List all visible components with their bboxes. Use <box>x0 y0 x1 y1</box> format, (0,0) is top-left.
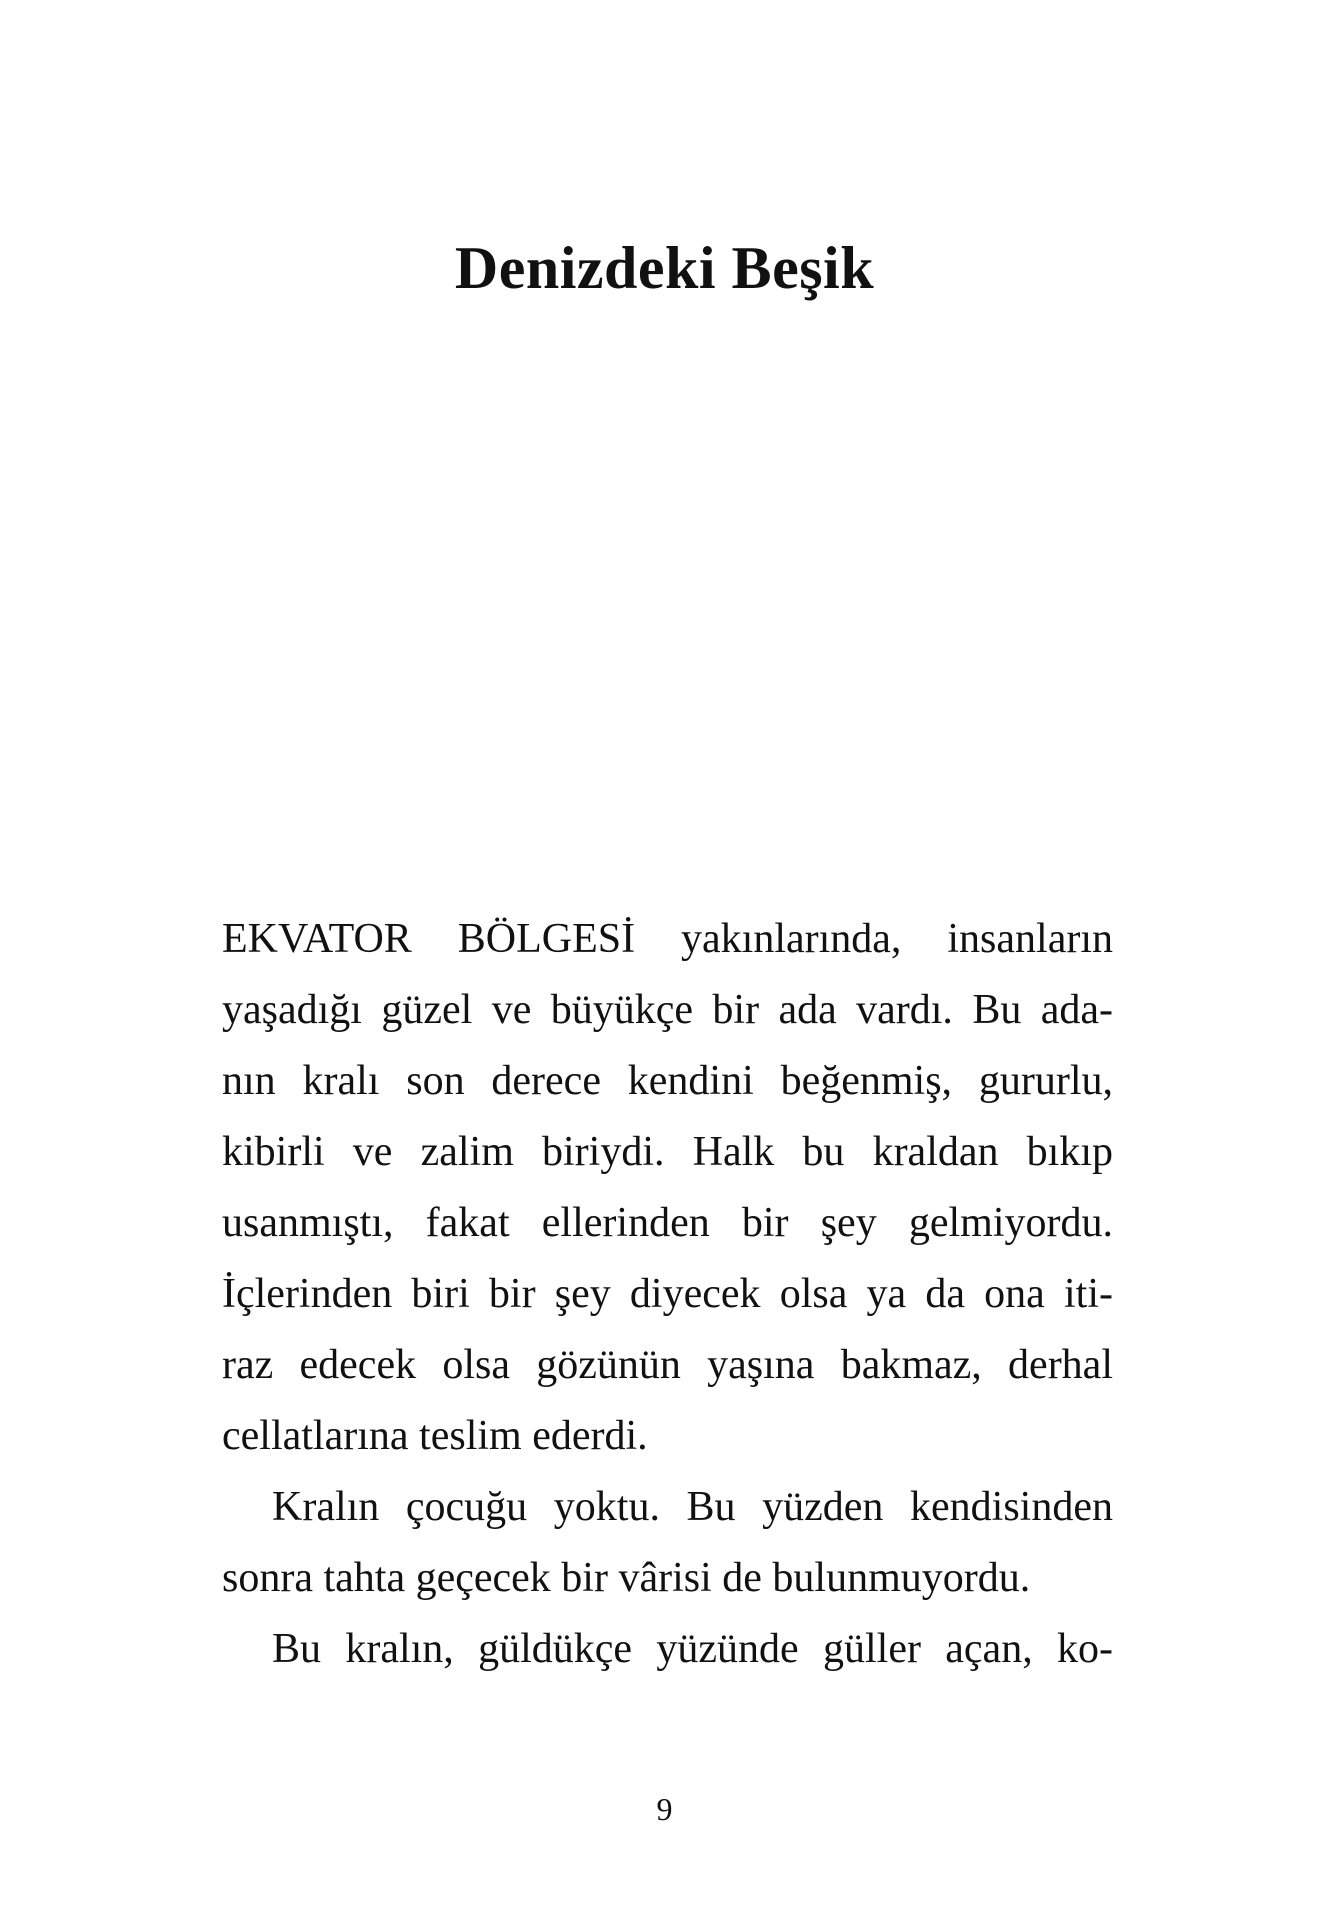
paragraph <box>222 1472 1113 1614</box>
text-line: raz edecek olsa gözünün yaşına bakmaz, derhal <box>222 1342 1113 1388</box>
page-number: 9 <box>656 1791 673 1827</box>
text-line: cellatlarına teslim ederdi. <box>222 1413 648 1459</box>
text-line: sonra tahta geçecek bir vârisi de bulunmuyordu. <box>222 1555 1031 1601</box>
text-line: Bu kralın, güldükçe yüzünde güller açan, ko- <box>272 1626 1113 1672</box>
body-text <box>222 904 1113 1685</box>
text-line: Kralın çocuğu yoktu. Bu yüzden kendisinden <box>272 1484 1113 1530</box>
paragraph <box>222 1614 1113 1685</box>
text-line: usanmıştı, fakat ellerinden bir şey gelmiyordu. <box>222 1200 1113 1246</box>
text-line: nın kralı son derece kendini beğenmiş, gururlu, <box>222 1058 1113 1104</box>
text-line: yaşadığı güzel ve büyükçe bir ada vardı. Bu ada- <box>222 987 1113 1033</box>
text-line: İçlerinden biri bir şey diyecek olsa ya da ona iti- <box>222 1271 1113 1317</box>
text-line: kibirli ve zalim biriydi. Halk bu kraldan bıkıp <box>222 1129 1113 1175</box>
chapter-title: Denizdeki Beşik <box>454 235 875 301</box>
text-line: EKVATOR BÖLGESİ yakınlarında, insanların <box>222 916 1113 962</box>
paragraph <box>222 904 1113 1472</box>
